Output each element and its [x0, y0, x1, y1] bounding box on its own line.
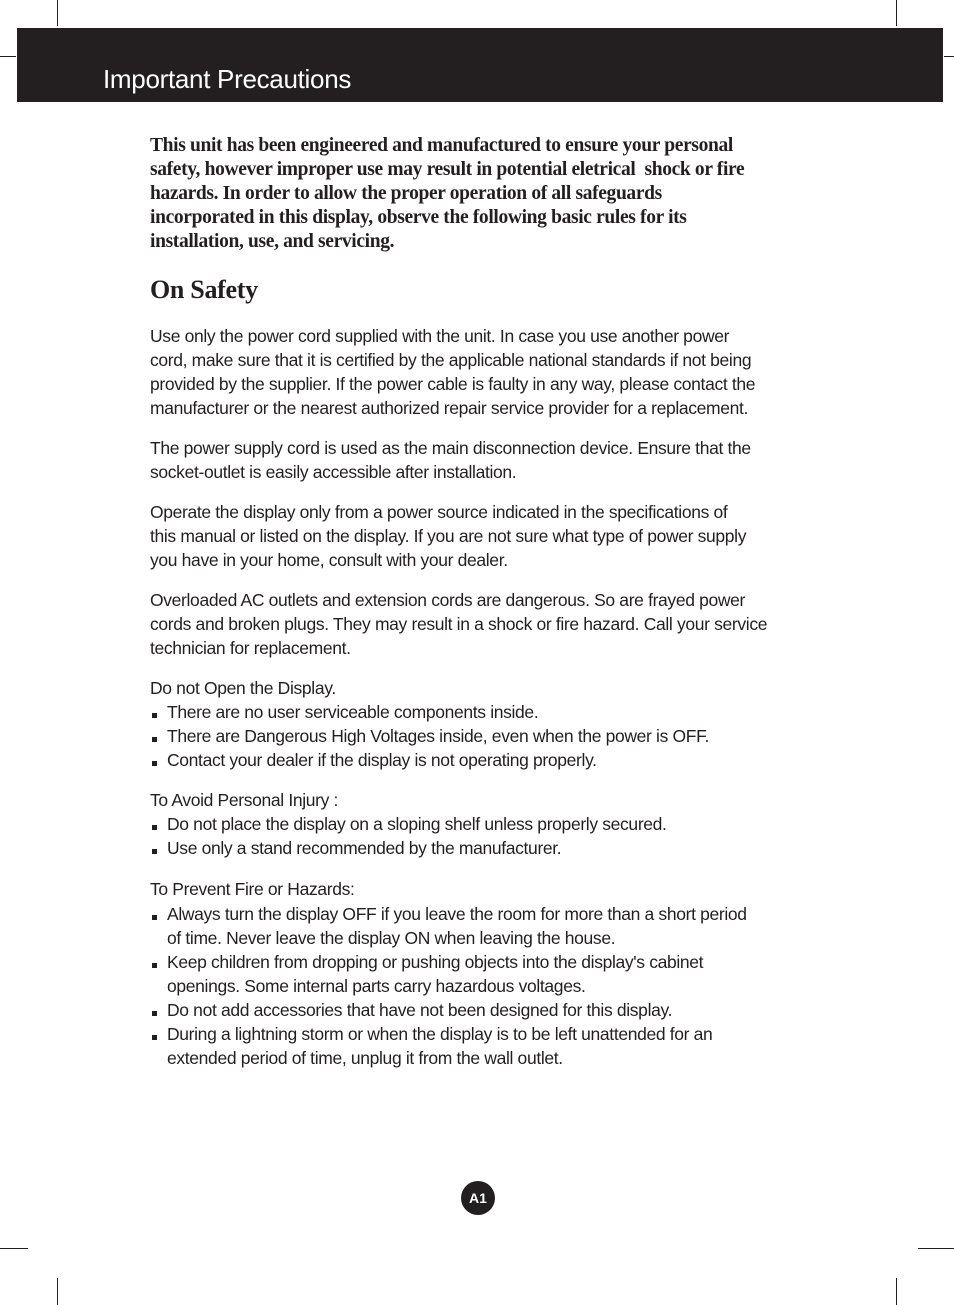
square-bullet-icon	[152, 963, 157, 968]
square-bullet-icon	[152, 713, 157, 718]
list-item-text: extended period of time, unplug it from the wall outlet.	[167, 1048, 563, 1068]
list-item	[150, 700, 812, 724]
intro-line: safety, however improper use may result in potential eletrical shock or fire	[150, 159, 745, 180]
list-item-text: During a lightning storm or when the display is to be left unattended for an	[167, 1024, 713, 1044]
paragraph-line: cords and broken plugs. They may result in a shock or fire hazard. Call your service	[150, 614, 768, 634]
square-bullet-icon	[152, 849, 157, 854]
list-item	[150, 950, 812, 998]
paragraph-line: socket-outlet is easily accessible after installation.	[150, 462, 517, 482]
square-bullet-icon	[152, 737, 157, 742]
list-personal-injury	[150, 812, 812, 860]
list-item	[150, 724, 812, 748]
square-bullet-icon	[152, 1011, 157, 1016]
paragraph-line: Overloaded AC outlets and extension cords are dangerous. So are frayed power	[150, 590, 746, 610]
crop-mark-top-left-vertical	[57, 0, 58, 26]
paragraph-line: manufacturer or the nearest authorized repair service provider for a replacement.	[150, 398, 749, 418]
intro-paragraph	[150, 134, 812, 254]
paragraph-disconnection	[150, 436, 812, 484]
list-intro-fire-hazards: To Prevent Fire or Hazards:	[150, 879, 355, 899]
paragraph-line: The power supply cord is used as the main disconnection device. Ensure that the	[150, 438, 751, 458]
intro-line: This unit has been engineered and manufactured to ensure your personal	[150, 135, 733, 156]
list-item	[150, 748, 812, 772]
crop-mark-bottom-right-horizontal	[918, 1248, 954, 1249]
crop-mark-bottom-left-vertical	[57, 1278, 58, 1305]
paragraph-line: Use only the power cord supplied with the unit. In case you use another power	[150, 326, 730, 346]
paragraph-power-cord	[150, 324, 812, 420]
list-item-text: Always turn the display OFF if you leave the room for more than a short period	[167, 904, 747, 924]
list-item	[150, 812, 812, 836]
paragraph-line: you have in your home, consult with your dealer.	[150, 550, 508, 570]
paragraph-power-source	[150, 500, 812, 572]
list-item-text: of time. Never leave the display ON when leaving the house.	[167, 928, 616, 948]
intro-line: incorporated in this display, observe the following basic rules for its	[150, 207, 687, 228]
square-bullet-icon	[152, 761, 157, 766]
list-item	[150, 836, 812, 860]
list-item-text: Use only a stand recommended by the manufacturer.	[167, 838, 562, 858]
paragraph-line: technician for replacement.	[150, 638, 351, 658]
intro-line: installation, use, and servicing.	[150, 231, 395, 252]
crop-mark-top-right-horizontal	[944, 56, 954, 57]
page-number-badge: A1	[461, 1181, 495, 1215]
square-bullet-icon	[152, 915, 157, 920]
list-item-text: openings. Some internal parts carry hazardous voltages.	[167, 976, 586, 996]
crop-mark-bottom-right-vertical	[896, 1278, 897, 1305]
list-fire-hazards	[150, 902, 812, 1070]
list-item-text: There are no user serviceable components inside.	[167, 702, 539, 722]
list-item	[150, 902, 812, 950]
list-item-text: Keep children from dropping or pushing objects into the display's cabinet	[167, 952, 704, 972]
list-item	[150, 1022, 812, 1070]
crop-mark-top-right-vertical	[896, 0, 897, 26]
main-content	[150, 134, 812, 1070]
list-item-text: Contact your dealer if the display is not operating properly.	[167, 750, 597, 770]
paragraph-line: cord, make sure that it is certified by the applicable national standards if not being	[150, 350, 752, 370]
intro-line: hazards. In order to allow the proper operation of all safeguards	[150, 183, 662, 204]
paragraph-overloaded	[150, 588, 812, 660]
list-item-text: There are Dangerous High Voltages inside, even when the power is OFF.	[167, 726, 709, 746]
section-heading: On Safety	[150, 275, 258, 304]
list-item	[150, 998, 812, 1022]
list-intro-personal-injury: To Avoid Personal Injury :	[150, 790, 339, 810]
paragraph-line: this manual or listed on the display. If you are not sure what type of power supply	[150, 526, 747, 546]
list-intro-open-display: Do not Open the Display.	[150, 678, 336, 698]
header-bar	[17, 28, 943, 102]
crop-mark-top-left-horizontal	[0, 56, 16, 57]
list-item-text: Do not add accessories that have not been designed for this display.	[167, 1000, 673, 1020]
paragraph-line: provided by the supplier. If the power cable is faulty in any way, please contact the	[150, 374, 756, 394]
list-item-text: Do not place the display on a sloping shelf unless properly secured.	[167, 814, 667, 834]
square-bullet-icon	[152, 1035, 157, 1040]
paragraph-line: Operate the display only from a power source indicated in the specifications of	[150, 502, 728, 522]
square-bullet-icon	[152, 825, 157, 830]
list-open-display	[150, 700, 812, 772]
crop-mark-bottom-left-horizontal	[0, 1248, 28, 1249]
page-title: Important Precautions	[103, 64, 352, 94]
